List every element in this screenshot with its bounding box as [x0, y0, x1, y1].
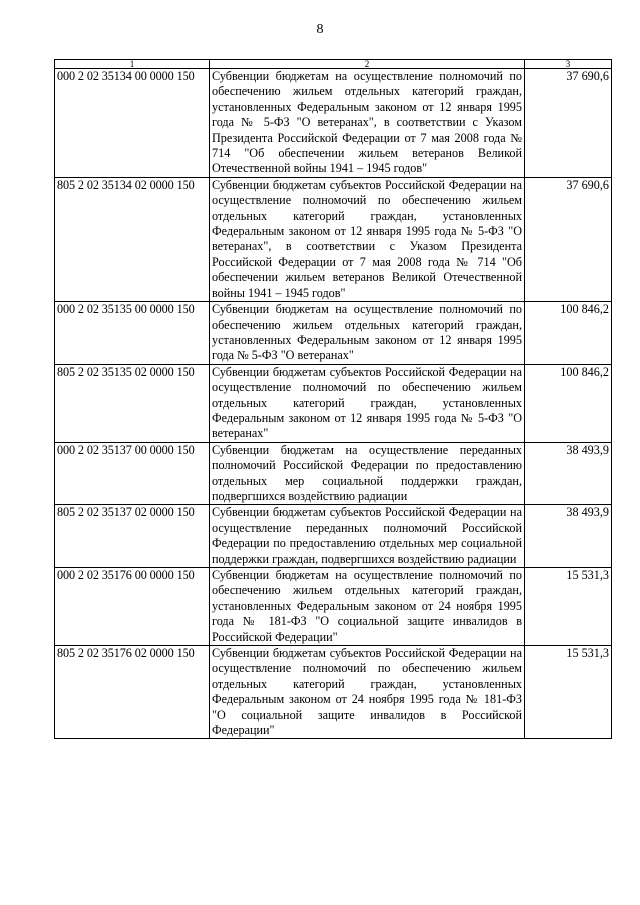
- table-header-row: [55, 60, 612, 69]
- row-code: 805 2 02 35135 02 0000 150: [55, 364, 210, 442]
- row-code: 000 2 02 35176 00 0000 150: [55, 568, 210, 646]
- row-amount: 100 846,2: [525, 364, 612, 442]
- row-code: 000 2 02 35135 00 0000 150: [55, 302, 210, 365]
- table-row: [55, 302, 612, 365]
- row-amount: 38 493,9: [525, 442, 612, 505]
- table-row: [55, 69, 612, 178]
- row-description: Субвенции бюджетам субъектов Российской Федерации на осуществление полномочий по обеспечению жильем отдельных категорий граждан, установленных Федеральным законом от 12 января 1995 года № 5-ФЗ "О ветеранах": [210, 364, 525, 442]
- row-description: Субвенции бюджетам на осуществление переданных полномочий Российской Федерации по предоставлению отдельных мер социальной поддержки граждан, подвергшихся воздействию радиации: [210, 442, 525, 505]
- row-code: 000 2 02 35137 00 0000 150: [55, 442, 210, 505]
- table-row: [55, 364, 612, 442]
- row-amount: 15 531,3: [525, 646, 612, 739]
- row-amount: 100 846,2: [525, 302, 612, 365]
- row-amount: 37 690,6: [525, 177, 612, 301]
- row-description: Субвенции бюджетам субъектов Российской Федерации на осуществление полномочий по обеспечению жильем отдельных категорий граждан, установленных Федеральным законом от 24 ноября 1995 года № 181-ФЗ "О социальной защите инвалидов в Российской Федерации": [210, 646, 525, 739]
- table-row: [55, 568, 612, 646]
- row-code: 805 2 02 35137 02 0000 150: [55, 505, 210, 568]
- column-header-description: 2: [210, 60, 525, 69]
- row-amount: 15 531,3: [525, 568, 612, 646]
- row-amount: 37 690,6: [525, 69, 612, 178]
- row-description: Субвенции бюджетам на осуществление полномочий по обеспечению жильем отдельных категорий граждан, установленных Федеральным законом от 12 января 1995 года № 5-ФЗ "О ветеранах", в соответствии с Указом Президента Российской Федерации от 7 мая 2008 года № 714 "Об обеспечении жильем ветеранов Великой Отечественной войны 1941 – 1945 годов": [210, 69, 525, 178]
- column-header-amount: 3: [525, 60, 612, 69]
- row-amount: 38 493,9: [525, 505, 612, 568]
- page-number: 8: [316, 22, 324, 37]
- table-row: [55, 177, 612, 301]
- table-row: [55, 646, 612, 739]
- table-row: [55, 505, 612, 568]
- budget-table: [54, 59, 612, 739]
- row-code: 805 2 02 35134 02 0000 150: [55, 177, 210, 301]
- row-description: Субвенции бюджетам субъектов Российской Федерации на осуществление переданных полномочий Российской Федерации по предоставлению отдельных мер социальной поддержки граждан, подвергшихся воздействию радиации: [210, 505, 525, 568]
- row-code: 000 2 02 35134 00 0000 150: [55, 69, 210, 178]
- row-code: 805 2 02 35176 02 0000 150: [55, 646, 210, 739]
- column-header-code: 1: [55, 60, 210, 69]
- row-description: Субвенции бюджетам на осуществление полномочий по обеспечению жильем отдельных категорий граждан, установленных Федеральным законом от 24 ноября 1995 года № 181-ФЗ "О социальной защите инвалидов в Российской Федерации": [210, 568, 525, 646]
- row-description: Субвенции бюджетам на осуществление полномочий по обеспечению жильем отдельных категорий граждан, установленных Федеральным законом от 12 января 1995 года № 5-ФЗ "О ветеранах": [210, 302, 525, 365]
- table-row: [55, 442, 612, 505]
- row-description: Субвенции бюджетам субъектов Российской Федерации на осуществление полномочий по обеспечению жильем отдельных категорий граждан, установленных Федеральным законом от 12 января 1995 года № 5-ФЗ "О ветеранах", в соответствии с Указом Президента Российской Федерации от 7 мая 2008 года № 714 "Об обеспечении жильем ветеранов Великой Отечественной войны 1941 – 1945 годов": [210, 177, 525, 301]
